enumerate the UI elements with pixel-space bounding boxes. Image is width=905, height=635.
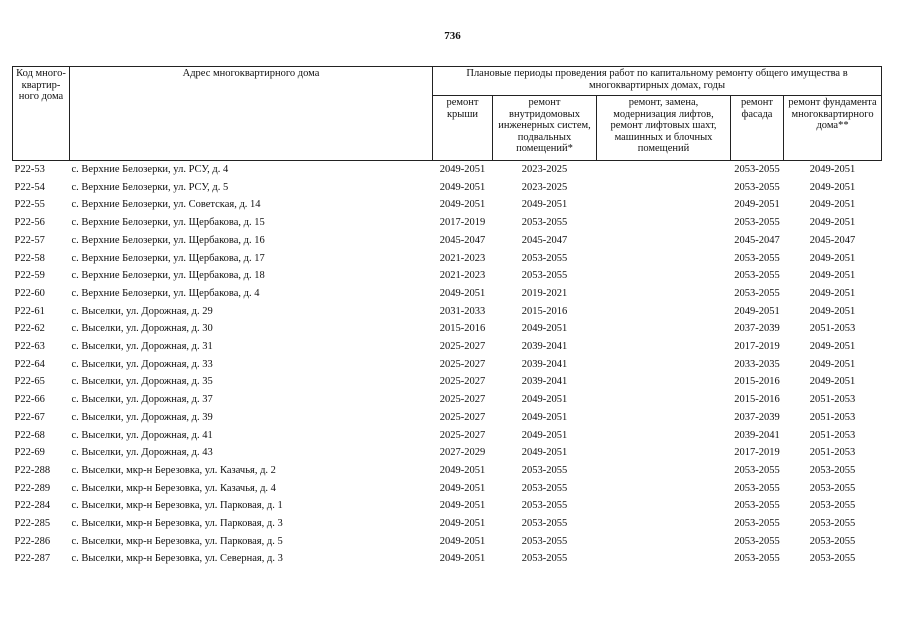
header-foundation: ремонт фундамента многоквартирного дома**: [784, 96, 882, 161]
cell-facade: 2053-2055: [734, 500, 780, 512]
cell-facade: 2053-2055: [734, 181, 780, 193]
cell-lifts: [597, 515, 731, 533]
table-row: [13, 480, 882, 498]
cell-roof: 2045-2047: [439, 234, 486, 246]
cell-facade: 2015-2016: [734, 394, 780, 406]
cell-address: с. Выселки, ул. Дорожная, д. 37: [71, 394, 213, 406]
cell-lifts: [597, 179, 731, 197]
cell-code: Р22-55: [14, 199, 45, 211]
cell-lifts: [597, 391, 731, 409]
cell-systems: 2049-2051: [521, 411, 568, 423]
cell-systems: 2045-2047: [521, 234, 568, 246]
cell-lifts: [597, 356, 731, 374]
cell-foundation: 2049-2051: [809, 252, 856, 264]
cell-code: Р22-57: [14, 234, 45, 246]
cell-systems: 2049-2051: [521, 323, 568, 335]
cell-code: Р22-288: [14, 464, 51, 476]
cell-roof: 2021-2023: [439, 252, 486, 264]
cell-systems: 2039-2041: [521, 376, 568, 388]
cell-roof: 2049-2051: [439, 287, 486, 299]
cell-facade: 2037-2039: [734, 323, 780, 335]
cell-address: с. Выселки, ул. Дорожная, д. 30: [71, 323, 213, 335]
table-row: [13, 338, 882, 356]
cell-code: Р22-67: [14, 411, 45, 423]
cell-lifts: [597, 373, 731, 391]
cell-roof: 2049-2051: [439, 535, 486, 547]
cell-address: с. Верхние Белозерки, ул. РСУ, д. 4: [71, 164, 229, 175]
table-row: [13, 179, 882, 197]
cell-foundation: 2045-2047: [809, 234, 856, 246]
cell-lifts: [597, 303, 731, 321]
cell-address: с. Верхние Белозерки, ул. Щербакова, д. 15: [71, 217, 265, 229]
cell-roof: 2017-2019: [439, 217, 486, 229]
table-row: [13, 550, 882, 568]
cell-code: Р22-65: [14, 376, 45, 388]
cell-systems: 2039-2041: [521, 341, 568, 353]
cell-facade: 2053-2055: [734, 164, 780, 175]
cell-systems: 2053-2055: [521, 252, 568, 264]
cell-address: с. Выселки, ул. Дорожная, д. 29: [71, 305, 213, 317]
cell-code: Р22-63: [14, 341, 45, 353]
cell-systems: 2049-2051: [521, 447, 568, 459]
cell-facade: 2015-2016: [734, 376, 780, 388]
header-periods: Плановые периоды проведения работ по капитальному ремонту общего имущества в многоквартирных домах, годы: [433, 67, 882, 96]
table-row: [13, 267, 882, 285]
cell-address: с. Выселки, мкр-н Березовка, ул. Казачья, д. 2: [71, 464, 276, 476]
cell-code: Р22-62: [14, 323, 45, 335]
cell-address: с. Выселки, мкр-н Березовка, ул. Парковая, д. 1: [71, 500, 283, 512]
cell-facade: 2053-2055: [734, 464, 780, 476]
header-systems: ремонт внутридомовых инженерных систем, подвальных помещений*: [493, 96, 597, 161]
cell-lifts: [597, 550, 731, 568]
cell-roof: 2049-2051: [439, 500, 486, 512]
table-row: [13, 196, 882, 214]
cell-roof: 2025-2027: [439, 394, 486, 406]
cell-code: Р22-285: [14, 518, 51, 530]
cell-code: Р22-60: [14, 287, 45, 299]
table-row: [13, 214, 882, 232]
cell-facade: 2053-2055: [734, 482, 780, 494]
cell-foundation: 2051-2053: [809, 394, 856, 406]
cell-systems: 2039-2041: [521, 358, 568, 370]
cell-address: с. Верхние Белозерки, ул. Щербакова, д. 17: [71, 252, 265, 264]
cell-roof: 2025-2027: [439, 358, 486, 370]
cell-systems: 2023-2025: [521, 164, 568, 175]
cell-roof: 2021-2023: [439, 270, 486, 282]
cell-roof: 2031-2033: [439, 305, 486, 317]
cell-roof: 2015-2016: [439, 323, 486, 335]
cell-systems: 2049-2051: [521, 394, 568, 406]
cell-address: с. Выселки, мкр-н Березовка, ул. Парковая, д. 3: [71, 518, 283, 530]
table-row: [13, 409, 882, 427]
cell-foundation: 2049-2051: [809, 199, 856, 211]
header-address: Адрес многоквартирного дома: [70, 67, 433, 161]
cell-code: Р22-56: [14, 217, 45, 229]
header-code: Код много-квартир-ного дома: [13, 67, 70, 161]
header-roof: ремонт крыши: [433, 96, 493, 161]
cell-facade: 2017-2019: [734, 341, 780, 353]
cell-systems: 2053-2055: [521, 217, 568, 229]
table-row: [13, 232, 882, 250]
cell-facade: 2037-2039: [734, 411, 780, 423]
cell-systems: 2053-2055: [521, 482, 568, 494]
cell-lifts: [597, 409, 731, 427]
cell-foundation: 2053-2055: [809, 518, 856, 530]
cell-foundation: 2053-2055: [809, 500, 856, 512]
table-row: [13, 427, 882, 445]
table-row: [13, 515, 882, 533]
cell-address: с. Выселки, ул. Дорожная, д. 39: [71, 411, 213, 423]
cell-lifts: [597, 533, 731, 551]
cell-lifts: [597, 161, 731, 179]
cell-roof: 2049-2051: [439, 553, 486, 565]
table-row: [13, 161, 882, 179]
cell-code: Р22-59: [14, 270, 45, 282]
cell-roof: 2049-2051: [439, 464, 486, 476]
cell-systems: 2053-2055: [521, 553, 568, 565]
table-row: [13, 285, 882, 303]
cell-foundation: 2049-2051: [809, 270, 856, 282]
cell-code: Р22-61: [14, 305, 45, 317]
cell-code: Р22-64: [14, 358, 45, 370]
table-row: [13, 303, 882, 321]
cell-roof: 2027-2029: [439, 447, 486, 459]
cell-foundation: 2049-2051: [809, 164, 856, 175]
cell-facade: 2045-2047: [734, 234, 780, 246]
cell-lifts: [597, 462, 731, 480]
cell-code: Р22-286: [14, 535, 51, 547]
cell-foundation: 2051-2053: [809, 323, 856, 335]
cell-foundation: 2049-2051: [809, 181, 856, 193]
cell-address: с. Выселки, ул. Дорожная, д. 41: [71, 429, 213, 441]
cell-address: с. Верхние Белозерки, ул. Щербакова, д. 4: [71, 287, 260, 299]
cell-facade: 2033-2035: [734, 358, 780, 370]
cell-roof: 2049-2051: [439, 181, 486, 193]
cell-foundation: 2051-2053: [809, 447, 856, 459]
table-row: [13, 320, 882, 338]
cell-roof: 2049-2051: [439, 199, 486, 211]
cell-address: с. Верхние Белозерки, ул. РСУ, д. 5: [71, 181, 229, 193]
header-lifts: ремонт, замена, модернизация лифтов, ремонт лифтовых шахт, машинных и блочных помещений: [597, 96, 731, 161]
cell-foundation: 2051-2053: [809, 429, 856, 441]
cell-foundation: 2053-2055: [809, 553, 856, 565]
cell-code: Р22-66: [14, 394, 45, 406]
cell-facade: 2053-2055: [734, 252, 780, 264]
cell-code: Р22-287: [14, 553, 51, 565]
cell-address: с. Выселки, мкр-н Березовка, ул. Казачья, д. 4: [71, 482, 276, 494]
cell-lifts: [597, 497, 731, 515]
cell-systems: 2049-2051: [521, 429, 568, 441]
table-row: [13, 373, 882, 391]
cell-roof: 2025-2027: [439, 376, 486, 388]
cell-code: Р22-69: [14, 447, 45, 459]
cell-facade: 2053-2055: [734, 518, 780, 530]
table-row: [13, 462, 882, 480]
cell-systems: 2015-2016: [521, 305, 568, 317]
cell-lifts: [597, 338, 731, 356]
header-facade: ремонт фасада: [731, 96, 784, 161]
cell-systems: 2019-2021: [521, 287, 568, 299]
cell-address: с. Выселки, ул. Дорожная, д. 31: [71, 341, 213, 353]
cell-address: с. Верхние Белозерки, ул. Щербакова, д. 18: [71, 270, 265, 282]
table-row: [13, 356, 882, 374]
cell-facade: 2053-2055: [734, 217, 780, 229]
cell-address: с. Выселки, мкр-н Березовка, ул. Парковая, д. 5: [71, 535, 283, 547]
cell-lifts: [597, 320, 731, 338]
cell-foundation: 2053-2055: [809, 464, 856, 476]
cell-address: с. Выселки, мкр-н Березовка, ул. Северная, д. 3: [71, 553, 283, 565]
cell-foundation: 2049-2051: [809, 217, 856, 229]
cell-lifts: [597, 214, 731, 232]
cell-foundation: 2049-2051: [809, 341, 856, 353]
cell-lifts: [597, 427, 731, 445]
cell-code: Р22-68: [14, 429, 45, 441]
cell-address: с. Выселки, ул. Дорожная, д. 35: [71, 376, 213, 388]
table-row: [13, 533, 882, 551]
table-row: [13, 250, 882, 268]
cell-systems: 2053-2055: [521, 535, 568, 547]
cell-roof: 2049-2051: [439, 482, 486, 494]
cell-lifts: [597, 232, 731, 250]
cell-roof: 2025-2027: [439, 341, 486, 353]
cell-code: Р22-58: [14, 252, 45, 264]
cell-lifts: [597, 285, 731, 303]
cell-foundation: 2049-2051: [809, 358, 856, 370]
cell-address: с. Верхние Белозерки, ул. Советская, д. 14: [71, 199, 261, 211]
table-row: [13, 444, 882, 462]
cell-systems: 2053-2055: [521, 464, 568, 476]
cell-facade: 2049-2051: [734, 199, 780, 211]
cell-facade: 2039-2041: [734, 429, 780, 441]
cell-facade: 2017-2019: [734, 447, 780, 459]
cell-facade: 2053-2055: [734, 535, 780, 547]
cell-code: Р22-284: [14, 500, 51, 512]
page-number: 736: [444, 30, 461, 42]
cell-address: с. Выселки, ул. Дорожная, д. 33: [71, 358, 213, 370]
table-row: [13, 497, 882, 515]
cell-roof: 2049-2051: [439, 518, 486, 530]
cell-foundation: 2051-2053: [809, 411, 856, 423]
cell-lifts: [597, 480, 731, 498]
cell-systems: 2053-2055: [521, 500, 568, 512]
cell-code: Р22-289: [14, 482, 51, 494]
cell-foundation: 2053-2055: [809, 482, 856, 494]
table-body: [13, 161, 882, 569]
cell-systems: 2049-2051: [521, 199, 568, 211]
cell-facade: 2053-2055: [734, 270, 780, 282]
cell-systems: 2053-2055: [521, 270, 568, 282]
cell-systems: 2053-2055: [521, 518, 568, 530]
cell-foundation: 2049-2051: [809, 287, 856, 299]
cell-lifts: [597, 444, 731, 462]
cell-facade: 2049-2051: [734, 305, 780, 317]
repair-schedule-table: [12, 66, 882, 568]
cell-lifts: [597, 250, 731, 268]
cell-roof: 2025-2027: [439, 429, 486, 441]
cell-roof: 2025-2027: [439, 411, 486, 423]
cell-facade: 2053-2055: [734, 287, 780, 299]
cell-systems: 2023-2025: [521, 181, 568, 193]
cell-lifts: [597, 267, 731, 285]
cell-address: с. Выселки, ул. Дорожная, д. 43: [71, 447, 213, 459]
cell-foundation: 2053-2055: [809, 535, 856, 547]
cell-facade: 2053-2055: [734, 553, 780, 565]
cell-foundation: 2049-2051: [809, 305, 856, 317]
cell-roof: 2049-2051: [439, 164, 486, 175]
cell-foundation: 2049-2051: [809, 376, 856, 388]
cell-code: Р22-53: [14, 164, 45, 175]
table-row: [13, 391, 882, 409]
cell-lifts: [597, 196, 731, 214]
cell-code: Р22-54: [14, 181, 45, 193]
cell-address: с. Верхние Белозерки, ул. Щербакова, д. 16: [71, 234, 265, 246]
